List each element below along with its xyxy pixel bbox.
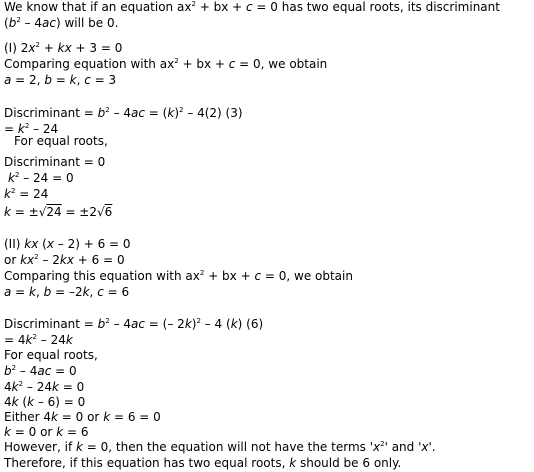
text-line: (I) $2x^2$ + kx + 3 = 0 [4, 41, 123, 55]
text-line: k = ±√24 = ±2√6 [4, 205, 113, 219]
text-line: $k^2 - 24 = 0$ [8, 171, 74, 185]
text-line: Therefore, if this equation has two equal roots, k should be 6 only. [4, 456, 402, 470]
text-line: $k^2 = 24$ [4, 187, 49, 201]
text-line: Comparing this equation with $ax^2$ + bx + c = 0, we obtain [4, 269, 353, 283]
text-line: For equal roots, [4, 348, 98, 362]
text-line: or $kx^2 - 2kx + 6 = 0$ [4, 253, 125, 267]
text-line: For equal roots, [14, 134, 108, 148]
text-line: = $4k^2 - 24k$ [4, 333, 73, 347]
text-line: $b^2 - 4ac = 0$ [4, 364, 77, 378]
text-line: Discriminant = $b^2 - 4ac = (k)^2 - 4(2)$ (3) [4, 106, 243, 120]
text-line: Discriminant = 0 [4, 155, 106, 169]
text-line: $4k^2 - 24k = 0$ [4, 380, 85, 394]
text-line: a = k, b = –2k, c = 6 [4, 285, 130, 299]
text-line: Discriminant = $b^2 - 4ac$ = (– 2k)$^2$ – 4 (k) (6) [4, 317, 264, 331]
text-line: 4k (k – 6) = 0 [4, 395, 86, 409]
text-line: k = 0 or k = 6 [4, 425, 89, 439]
text-line: We know that if an equation $ax^2$ + bx + c = 0 has two equal roots, its discriminant [4, 0, 500, 14]
text-line: Comparing equation with $ax^2$ + bx + c = 0, we obtain [4, 57, 328, 71]
text-line: a = 2, b = k, c = 3 [4, 73, 117, 87]
text-line: Either 4k = 0 or k = 6 = 0 [4, 410, 161, 424]
text-line: = $k^2 - 24$ [4, 122, 59, 136]
text-line: However, if k = 0, then the equation will not have the terms '$x^2$' and 'x'. [4, 440, 436, 454]
text-line: $(b^2 - 4ac)$ will be 0. [4, 16, 119, 30]
text-line: (II) kx (x – 2) + 6 = 0 [4, 237, 131, 251]
